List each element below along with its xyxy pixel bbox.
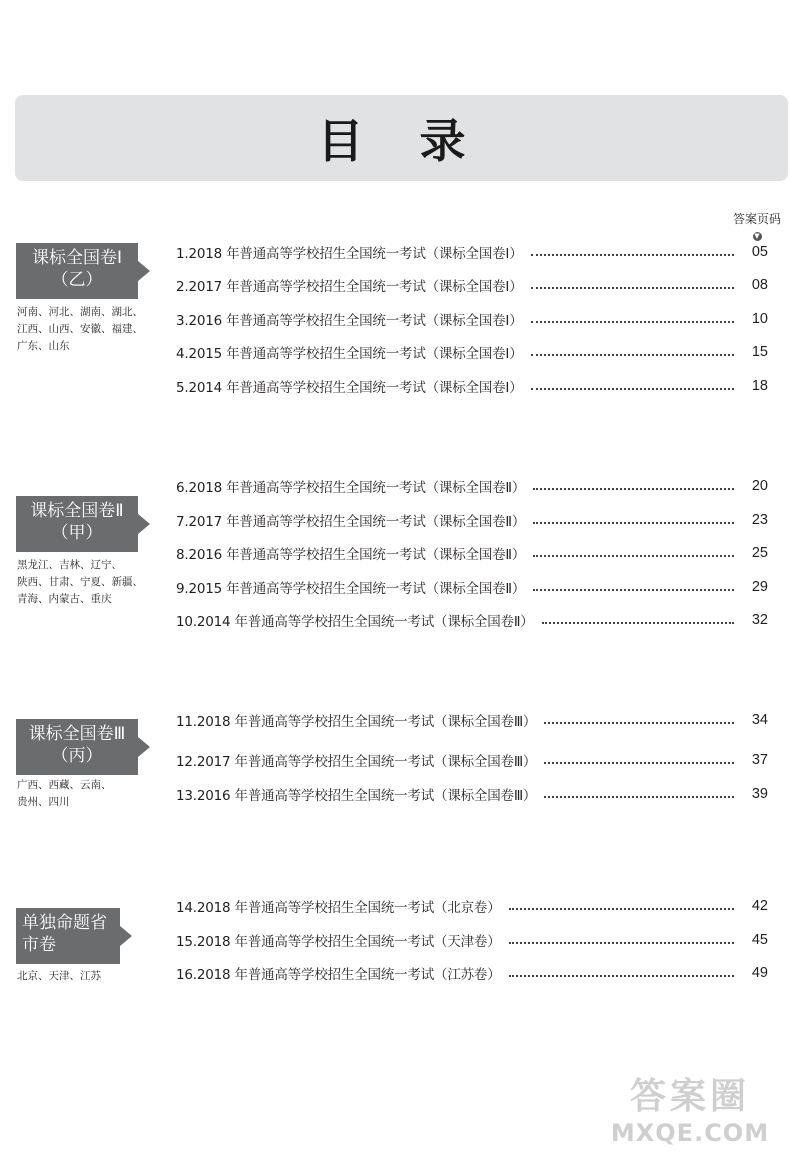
toc-entry-page: 18 — [751, 378, 768, 394]
toc-entry-title: 16.2018 年普通高等学校招生全国统一考试（江苏卷） — [176, 967, 501, 983]
section-tag — [16, 719, 138, 775]
answer-page-header — [727, 210, 787, 241]
toc-entry-page: 42 — [751, 898, 768, 914]
dot-leader — [531, 320, 734, 323]
section-tag-line: 课标全国卷Ⅱ — [30, 501, 124, 521]
dot-leader — [533, 554, 734, 557]
section-regions — [17, 557, 147, 608]
toc-entry-page: 49 — [751, 965, 768, 981]
dot-leader — [509, 907, 734, 910]
answer-page-label: 答案页码 — [732, 212, 781, 226]
toc-entry-page: 15 — [751, 344, 768, 360]
toc-entry-title: 13.2016 年普通高等学校招生全国统一考试（课标全国卷Ⅲ） — [176, 788, 537, 804]
toc-entry[interactable] — [176, 475, 768, 497]
section-tag-line: （乙） — [51, 270, 103, 290]
dot-leader — [531, 353, 734, 356]
toc-entry-title: 3.2016 年普通高等学校招生全国统一考试（课标全国卷Ⅰ） — [176, 313, 523, 329]
toc-entry-title: 5.2014 年普通高等学校招生全国统一考试（课标全国卷Ⅰ） — [176, 380, 523, 396]
dot-leader — [533, 588, 734, 591]
region-line: 贵州、四川 — [17, 796, 70, 808]
toc-entry-page: 23 — [751, 512, 768, 528]
section-tag-line: 课标全国卷Ⅲ — [28, 724, 126, 744]
down-arrow-icon: ▼ — [754, 232, 760, 240]
toc-entry[interactable] — [176, 576, 768, 598]
region-line: 广东、山东 — [17, 340, 70, 352]
toc-entry-page: 29 — [751, 579, 768, 595]
toc-entry-page: 25 — [751, 545, 768, 561]
toc-entry[interactable] — [176, 962, 768, 984]
toc-entry-title: 4.2015 年普通高等学校招生全国统一考试（课标全国卷Ⅰ） — [176, 346, 523, 362]
toc-entry-page: 05 — [751, 244, 768, 260]
title-band — [15, 95, 788, 181]
toc-entry-title: 11.2018 年普通高等学校招生全国统一考试（课标全国卷Ⅲ） — [176, 714, 537, 730]
section-tag-line: （丙） — [51, 746, 103, 766]
dot-leader — [531, 253, 734, 256]
toc-entry-title: 14.2018 年普通高等学校招生全国统一考试（北京卷） — [176, 900, 501, 916]
region-line: 青海、内蒙古、重庆 — [17, 593, 112, 605]
dot-leader — [531, 286, 734, 289]
toc-entry[interactable] — [176, 308, 768, 330]
region-line: 江西、山西、安徽、福建、 — [17, 323, 143, 335]
dot-leader — [509, 974, 734, 977]
dot-leader — [542, 621, 734, 624]
toc-entry[interactable] — [176, 341, 768, 363]
section-tag — [16, 908, 120, 964]
dot-leader — [533, 487, 734, 490]
toc-entry[interactable] — [176, 929, 768, 951]
section-tag-line: 课标全国卷Ⅰ — [31, 248, 122, 268]
toc-entry[interactable] — [176, 783, 768, 805]
toc-entry-title: 7.2017 年普通高等学校招生全国统一考试（课标全国卷Ⅱ） — [176, 514, 526, 530]
toc-entry[interactable] — [176, 749, 768, 771]
toc-entry-title: 2.2017 年普通高等学校招生全国统一考试（课标全国卷Ⅰ） — [176, 279, 523, 295]
toc-entry[interactable] — [176, 509, 768, 531]
toc-entry-page: 39 — [751, 786, 768, 802]
section-regions — [17, 304, 147, 355]
toc-entry-title: 10.2014 年普通高等学校招生全国统一考试（课标全国卷Ⅱ） — [176, 614, 534, 630]
toc-entry[interactable] — [176, 895, 768, 917]
region-line: 河南、河北、湖南、湖北、 — [17, 306, 143, 318]
dot-leader — [544, 761, 734, 764]
section-tag-line: （甲） — [51, 523, 103, 543]
region-line: 陕西、甘肃、宁夏、新疆、 — [17, 576, 143, 588]
toc-entry-title: 15.2018 年普通高等学校招生全国统一考试（天津卷） — [176, 934, 501, 950]
toc-entry[interactable] — [176, 542, 768, 564]
region-line: 北京、天津、江苏 — [17, 970, 101, 982]
section-tag-line: 单独命题省 — [22, 913, 107, 933]
toc-entry-title: 12.2017 年普通高等学校招生全国统一考试（课标全国卷Ⅲ） — [176, 754, 537, 770]
watermark-url: MXQE.COM — [610, 1119, 770, 1147]
section-tag — [16, 243, 138, 299]
toc-entry-page: 34 — [751, 712, 768, 728]
section-regions — [17, 777, 147, 811]
section-tag-line: 市卷 — [22, 935, 56, 955]
region-line: 黑龙江、吉林、辽宁、 — [17, 559, 122, 571]
toc-entry[interactable] — [176, 274, 768, 296]
toc-entry[interactable] — [176, 375, 768, 397]
toc-entry[interactable] — [176, 709, 768, 731]
toc-entry-page: 32 — [751, 612, 768, 628]
toc-entry-page: 08 — [751, 277, 768, 293]
dot-leader — [531, 387, 734, 390]
toc-entry-page: 20 — [751, 478, 768, 494]
toc-entry-page: 10 — [751, 311, 768, 327]
page-title: 目 录 — [317, 114, 486, 168]
section-tag — [16, 496, 138, 552]
section-regions — [17, 968, 147, 985]
toc-entry-title: 6.2018 年普通高等学校招生全国统一考试（课标全国卷Ⅱ） — [176, 480, 526, 496]
toc-entry-title: 1.2018 年普通高等学校招生全国统一考试（课标全国卷Ⅰ） — [176, 246, 523, 262]
toc-entry[interactable] — [176, 241, 768, 263]
dot-leader — [533, 521, 734, 524]
toc-entry[interactable] — [176, 609, 768, 631]
dot-leader — [509, 941, 734, 944]
watermark-logo-text: 答案圈 — [629, 1076, 750, 1117]
toc-entry-title: 9.2015 年普通高等学校招生全国统一考试（课标全国卷Ⅱ） — [176, 581, 526, 597]
watermark — [600, 1075, 780, 1155]
dot-leader — [544, 795, 734, 798]
toc-entry-page: 37 — [751, 752, 768, 768]
toc-entry-title: 8.2016 年普通高等学校招生全国统一考试（课标全国卷Ⅱ） — [176, 547, 526, 563]
toc-entry-page: 45 — [751, 932, 768, 948]
dot-leader — [544, 721, 734, 724]
region-line: 广西、西藏、云南、 — [17, 779, 112, 791]
